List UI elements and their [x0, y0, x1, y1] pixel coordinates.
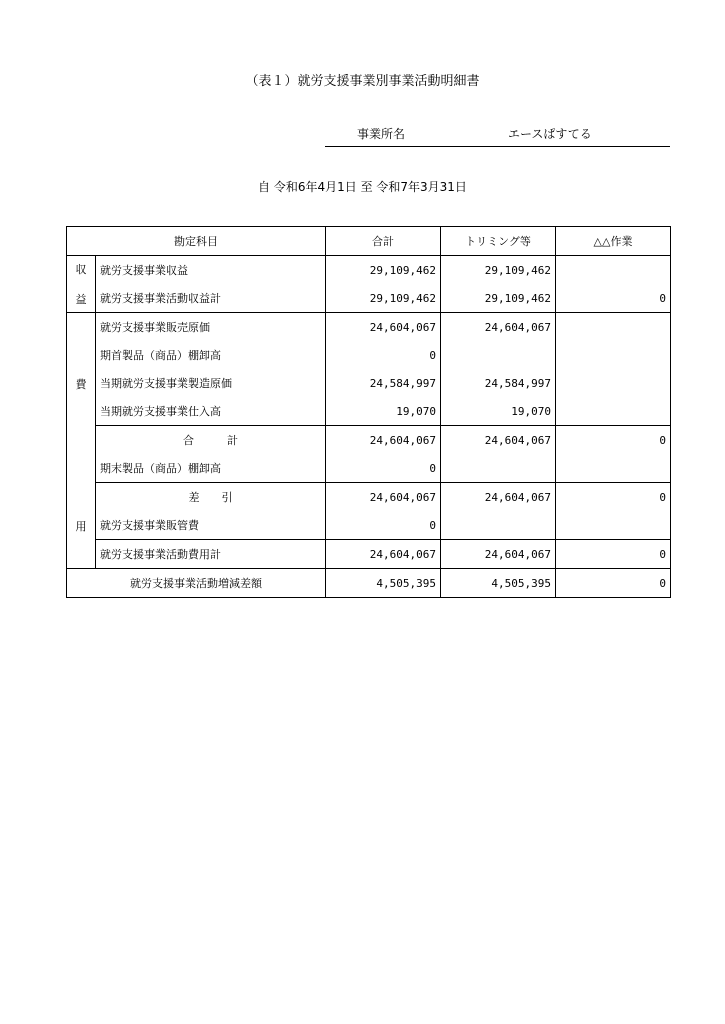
row-label: 期末製品（商品）棚卸高	[100, 462, 221, 475]
row-work	[556, 256, 671, 285]
row-label: 当期就労支援事業製造原価	[100, 377, 232, 390]
category-income: 収 益	[67, 256, 96, 313]
table-row	[67, 511, 671, 540]
table-row	[67, 284, 671, 313]
row-trimming: 4,505,395	[441, 569, 556, 598]
office-label: 事業所名	[357, 127, 406, 141]
row-total: 4,505,395	[326, 569, 441, 598]
row-total: 19,070	[326, 397, 441, 426]
row-work: 0	[556, 540, 671, 569]
office-underline	[325, 146, 670, 147]
row-total: 24,604,067	[326, 540, 441, 569]
accounting-period: 自 令和6年4月1日 至 令和7年3月31日	[258, 180, 467, 194]
row-label: 期首製品（商品）棚卸高	[100, 349, 221, 362]
row-trimming: 29,109,462	[441, 284, 556, 313]
row-label: 就労支援事業販管費	[100, 519, 199, 532]
row-label: 合 計	[96, 426, 326, 455]
row-work	[556, 397, 671, 426]
office-name: エースぱすてる	[508, 127, 592, 141]
row-total: 24,604,067	[326, 426, 441, 455]
row-trimming: 24,604,067	[441, 540, 556, 569]
row-trimming: 24,584,997	[441, 369, 556, 397]
document-title: （表１）就労支援事業別事業活動明細書	[245, 74, 480, 89]
row-work: 0	[556, 284, 671, 313]
row-label: 就労支援事業販売原価	[100, 321, 210, 334]
header-total: 合計	[326, 227, 441, 256]
row-work: 0	[556, 426, 671, 455]
row-label: 就労支援事業活動増減差額	[67, 569, 326, 598]
row-label: 就労支援事業活動収益計	[96, 284, 326, 313]
row-work	[556, 511, 671, 540]
header-trimming: トリミング等	[441, 227, 556, 256]
header-account: 勘定科目	[67, 227, 326, 256]
row-total: 0	[326, 341, 441, 369]
table-row	[67, 397, 671, 426]
row-work	[556, 369, 671, 397]
row-total: 0	[326, 454, 441, 483]
table-row	[67, 540, 671, 569]
row-trimming: 29,109,462	[441, 256, 556, 285]
table-row	[67, 341, 671, 369]
row-trimming: 24,604,067	[441, 483, 556, 512]
row-total: 29,109,462	[326, 256, 441, 285]
table-row	[67, 569, 671, 598]
row-label: 就労支援事業収益	[100, 264, 188, 277]
activity-detail-table	[66, 226, 671, 598]
category-expense: 費 用	[67, 313, 96, 569]
row-label: 差 引	[96, 483, 326, 512]
table-row	[67, 483, 671, 512]
header-work: △△作業	[556, 227, 671, 256]
row-total: 24,604,067	[326, 313, 441, 342]
row-label: 就労支援事業活動費用計	[96, 540, 326, 569]
row-work	[556, 313, 671, 342]
row-total: 29,109,462	[326, 284, 441, 313]
row-total: 24,604,067	[326, 483, 441, 512]
row-total: 0	[326, 511, 441, 540]
row-work: 0	[556, 569, 671, 598]
row-trimming: 24,604,067	[441, 426, 556, 455]
row-label: 当期就労支援事業仕入高	[100, 405, 221, 418]
row-work: 0	[556, 483, 671, 512]
table-row	[67, 256, 671, 285]
row-total: 24,584,997	[326, 369, 441, 397]
row-trimming	[441, 341, 556, 369]
table-row	[67, 454, 671, 483]
row-trimming: 24,604,067	[441, 313, 556, 342]
table-row	[67, 369, 671, 397]
row-trimming	[441, 511, 556, 540]
row-work	[556, 341, 671, 369]
row-trimming	[441, 454, 556, 483]
table-row	[67, 313, 671, 342]
row-work	[556, 454, 671, 483]
table-header-row	[67, 227, 671, 256]
table-row	[67, 426, 671, 455]
row-trimming: 19,070	[441, 397, 556, 426]
